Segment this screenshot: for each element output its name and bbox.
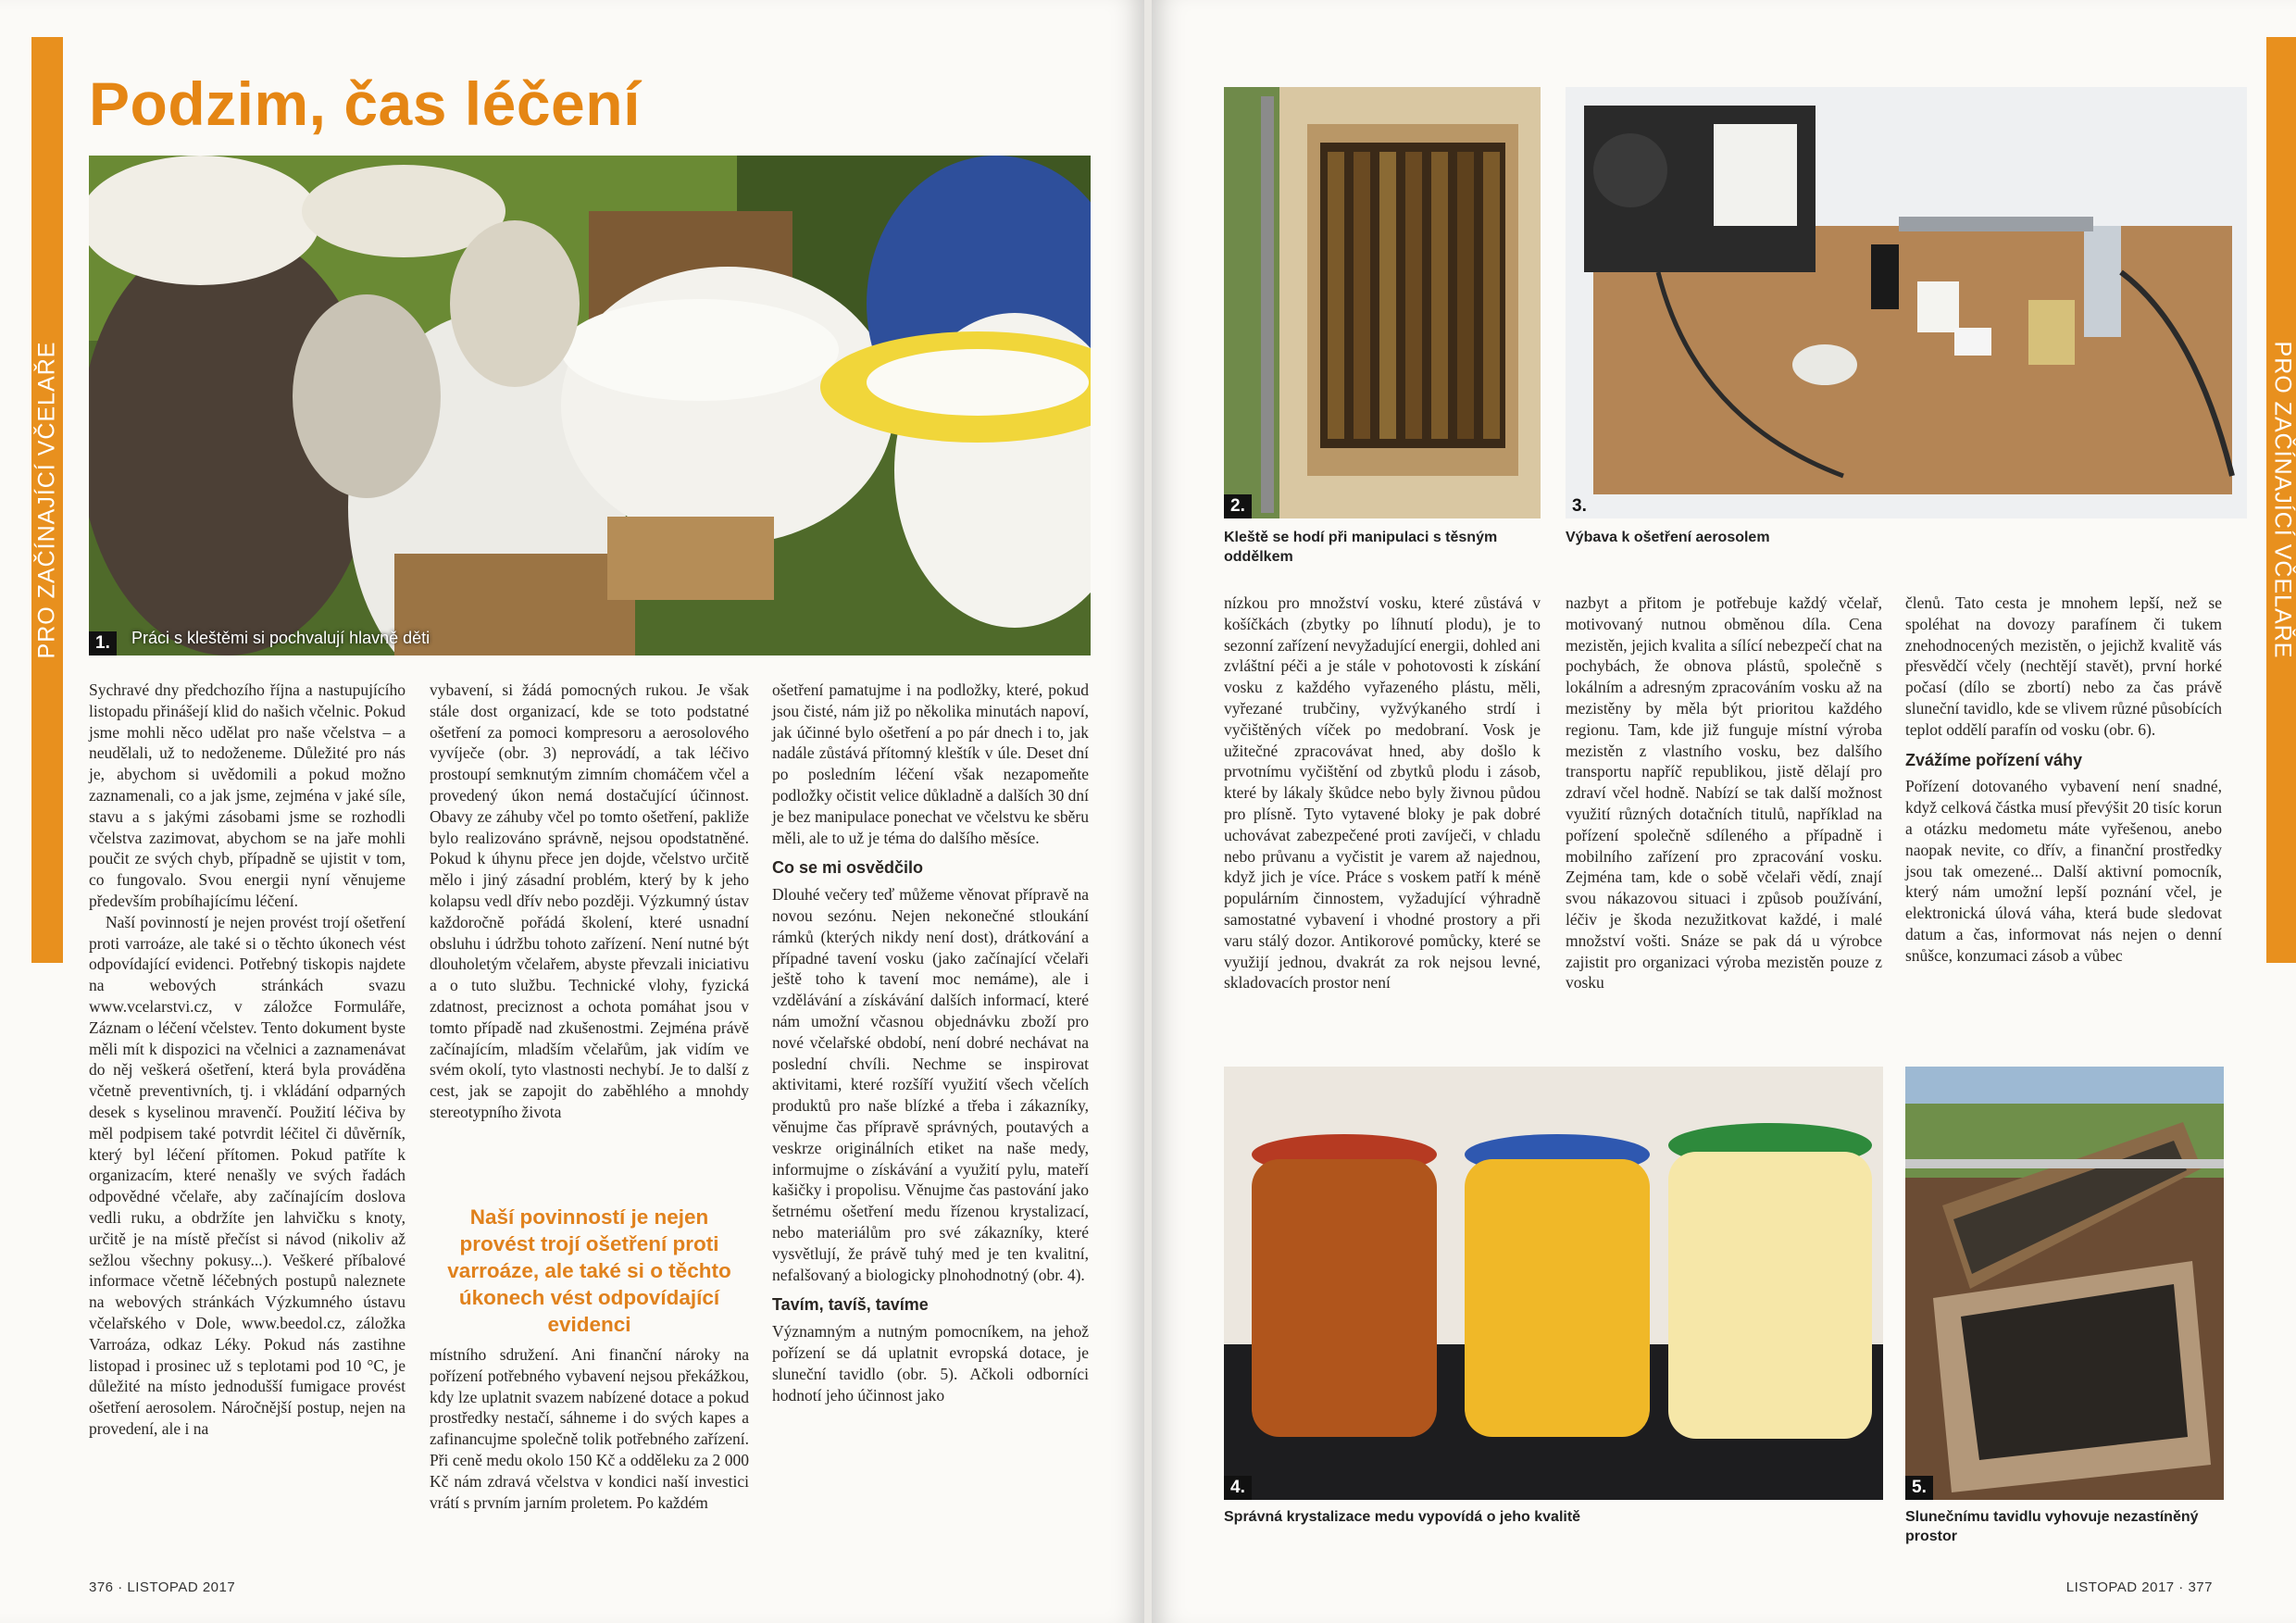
photo-caption: Práci s kleštěmi si pochvalují hlavně děti [131, 629, 430, 647]
solar-wax-melter-photo [1905, 1067, 2224, 1500]
photo-number: 4. [1224, 1476, 1252, 1500]
paragraph: Naší povinností je nejen provést trojí ošetření proti varroáze, ale také si o těchto úkonech vést odpovídající evidenci. Potřebný tiskopis najdete na webových stránkách svazu www.vcelarstvi.cz, v záložce Formuláře, Záznam o léčení včelstev. Tento dokument byste měli mít k dispozici na včelnici a zaznamenávat do něj veškerá ošetření, která byla prováděna včetně preventivních, tj. i vkládání odparných desek s kyselinou mravenčí. Použití léčiva by měl podpisem také potvrdit léčitel či důvěrník, který byl léčení přítomen. Pokud patříte k organizacím, které nenašly ve svých řadách odpovědné včelaře, aby začínajícím doslova vedli ruku, a obdržíte jen lahvičku s knoty, určitě je na místě přečíst si návod (nikoliv až sežlou všechny pokusy...). Veškeré příbalové informace včetně léčebných postupů naleznete na webových stránkách Výzkumného ústavu včelařského v Dole, www.beedol.cz, záložka Varroáza, odkaz Léky. Pokud nás zastihne listopad i prosinec už s teplotami pod 10 °C, je důležité na místo jednodušší fumigace provést ošetření aerosolem. Náročnější postup, nejen na provedení, ale i na [89, 912, 406, 1438]
right-column-3 [1905, 593, 2222, 967]
paragraph: Dlouhé večery teď můžeme věnovat přípravě na novou sezónu. Nejen nekonečné stloukání rámků (kterých nikdy není dost), drátkování a případné tavení vosku (jako začínající včelaři ještě toho k tavení moc nemáme), ale i vzdělávání a získávání dalších informací, které nám umožní včasnou objednávku zboží pro nové včelařské období, není dobré nechávat na poslední chvíli. Nechme se inspirovat aktivitami, které rozšíří využití všech včelích produktů pro naše blízké a třeba i zákazníky, věnujme čas přípravě správných, poutavých a veskrze originálních etiket na naše medy, informujme o získávání a využití pylu, mateří kašičky i propolisu. Věnujme čas pastování jako šetrnému ošetření medu řízenou krystalizací, nebo materiálům pro své zákazníky, které vysvětlují, že právě tuhý med je ten kvalitní, nefalšovaný a biologicky plnohodnotný (obr. 4). [772, 885, 1089, 1284]
paragraph: Pořízení dotovaného vybavení není snadné, když celková částka musí převýšit 20 tisíc korun a otázku medometu máte vyřešenou, anebo naopak nevite, co dřív, a finanční prostředky jsou tak omezené... Další aktivní pomocník, který nám umožní lepší poznání včel, je elektronická úlová váha, která bude sledovat datum a čas, informovat nás nejen o denní snůšce, konzumaci zásob a vůbec [1905, 777, 2222, 965]
page-folio: LISTOPAD 2017 · 377 [2065, 1579, 2213, 1595]
hive-frames-photo [1224, 87, 1541, 518]
subheading: Tavím, tavíš, tavíme [772, 1295, 929, 1315]
right-column-1 [1224, 593, 1541, 993]
photo-4 [1224, 1067, 1883, 1500]
left-column-2 [430, 680, 749, 1123]
photo-5 [1905, 1067, 2224, 1500]
subheading: Zvážíme pořízení váhy [1905, 750, 2083, 769]
photo-1 [89, 156, 1091, 655]
section-tab [2266, 37, 2296, 963]
pull-quote: Naší povinností je nejen provést trojí ošetření proti varroáze, ale také si o těchto úkonech vést odpovídající evidenci [447, 1205, 731, 1336]
right-page [1152, 0, 2296, 1623]
right-column-2 [1566, 593, 1882, 993]
photo-number: 2. [1224, 494, 1252, 518]
section-label: PRO ZAČÍNAJÍCÍ VČELAŘE [33, 341, 60, 659]
article-title: Podzim, čas léčení [89, 69, 641, 138]
paragraph: nízkou pro množství vosku, které zůstává v košíčkách (zbytky po líhnutí plodu), je to sezonní zařízení nevyžadující energii, dohled ani zvláštní péči a je stále v pohotovosti k získání vosku z každého vyřazeného plástu, měli, vyřezané trubčiny, vyžvýkaného strdí i vyčištěných víček po medobraní. Vosk je užitečné zpracovávat hned, aby došlo k prvotnímu vyčištění od zbytků plodu i zásob, které by lákaly škůdce nebo byly živnou půdou pro plísně. Tyto vytavené bloky je pak dobré uchovávat zabezpečené proti zavíječi, v chladu nebo průvanu a vyčistit je varem až najednou, když jich je více. Práce s voskem patří k méně populárním činnostem, vyžadující výhradně samostatné vybavení i vhodné prostory a při varu stálý dozor. Antikorové pomůcky, které se využijí jednou, dvakrát za rok nejsou levné, skladovacích prostor není [1224, 593, 1541, 993]
photo-caption: Správná krystalizace medu vypovídá o jeho kvalitě [1224, 1509, 1581, 1525]
paragraph: nazbyt a přitom je potřebuje každý včelař, motivovaný nutnou obměnou díla. Cena mezistěn, jejich kvalita a sílící nebezpečí chat na pochybách, že obnova plástů, společně s lokálním a adresným zpracováním vosku až na mezistěny by měla být prioritou každého regionu. Tam, kde již funguje místní výroba mezistěn z vlastního vosku, bez dalšího transportu napříč republikou, jistě dělají pro zdraví včel hodně. Nabízí se tak další možnost využití různých dotačních titulů, například na pořízení společně sdíleného a případně i mobilního zařízení pro zpracování vosku. Zejména tam, kde o sobě včelaři vědí, znají svou nákazovou situaci i způsob používání, léčiv je škoda nezužitkovat každé, i malé množství vošti. Snáze se pak dá u výrobce zajistit pro organizaci výroba mezistěn pouze z vosku [1566, 593, 1882, 993]
children-beekeepers-photo [89, 156, 1091, 655]
paragraph: místního sdružení. Ani finanční nároky na pořízení potřebného vybavení nejsou překážkou, kdy lze uplatnit svazem nabízené dotace a pokud prostředky nestačí, sáhneme i do svých kapes a zafinancujme společně tolik potřebného zařízení. Při ceně medu okolo 150 Kč a odděleku za 2 000 Kč nám zdravá včelstva v kondici naší investici vrátí s prvním jarním proletem. Po každém [430, 1345, 749, 1512]
photo-caption: Slunečnímu tavidlu vyhovuje nezastíněný prostor [1905, 1509, 2199, 1544]
left-column-3 [772, 680, 1089, 1405]
photo-3 [1566, 87, 2247, 518]
section-label: PRO ZAČÍNAJÍCÍ VČELAŘE [2269, 341, 2296, 659]
paragraph: Sychravé dny předchozího října a nastupujícího listopadu přinášejí klid do našich včelnic. Pokud jsme mohli něco udělat pro naše včelstva – a neudělali, už to nedoženeme. Důležité pro nás je, abychom si uvědomili a pokud možno zaznamenali, co a jak jsme, zejména v jaké síle, stavu a s jakými zásobami jsme se rozhodli včelstva zazimovat, abychom se na jaře mohli poučit ze svých chyb, případně se ujistit v tom, co fungovalo. Svou energii nyní věnujeme především probíhajícímu léčení. [89, 680, 406, 910]
paragraph: Významným a nutným pomocníkem, na jehož pořízení se dá uplatnit evropská dotace, je sluneční tavidlo (obr. 5). Ačkoli odborníci hodnotí jeho účinnost jako [772, 1322, 1089, 1405]
aerosol-equipment-photo [1566, 87, 2247, 518]
photo-caption: Kleště se hodí při manipulaci s těsným oddělkem [1224, 530, 1498, 565]
paragraph: vybavení, si žádá pomocných rukou. Je však stále dost organizací, kde se toto podstatné ošetření za pomoci kompresoru a aerosolového vyvíječe (obr. 3) neprovádí, a tak léčivo prostoupí semknutým zimním chomáčem včel a provedený úkon nemá dostačující účinnost. Obavy ze záhuby včel po tomto ošetření, pakliže bylo realizováno správně, nejsou opodstatněné. Pokud k úhynu přece jen dojde, včelstvo určitě mělo i jiný zásadní problém, který by k jeho kolapsu vedl dřív nebo později. Výzkumný ústav každoročně pořádá školení, které usnadní obsluhu i údržbu tohoto zařízení. Není nutné být dlouholetým včelařem, abyste převzali iniciativu a o tuto službu. Technické vlohy, fyzická zdatnost, preciznost a ochota pomáhat jsou v tomto případě nad zkušenostmi. Zejména právě začínajícím, mladším včelařům, jak vidím ve svém okolí, tyto vlastnosti nechybí. Je to další z cest, jak se zapojit do zaběhlého a mnohdy stereotypního života [430, 680, 749, 1121]
honey-jars-photo [1224, 1067, 1883, 1500]
photo-number: 1. [89, 631, 117, 655]
left-page [0, 0, 1144, 1623]
photo-2 [1224, 87, 1541, 518]
photo-number: 3. [1572, 496, 1587, 516]
paragraph: členů. Tato cesta je mnohem lepší, než se spoléhat na dovozy parafínem či tukem znehodnocených mezistěn, o jejichž kvalitě vás přesvědčí včely (nechtějí stavět), první horké počasí (dílo se zbortí) nebo za čas právě sluneční tavidlo, kde se vlivem různé působících teplot oddělí parafín od vosku (obr. 6). [1905, 593, 2222, 739]
page-folio: 376 · LISTOPAD 2017 [89, 1579, 236, 1595]
left-column-2-continued [430, 1344, 749, 1513]
section-tab [31, 37, 63, 963]
subheading: Co se mi osvědčilo [772, 858, 924, 878]
photo-number: 5. [1905, 1476, 1933, 1500]
photo-caption: Výbava k ošetření aerosolem [1566, 530, 1770, 545]
left-column-1 [89, 680, 406, 1440]
paragraph: ošetření pamatujme i na podložky, které, pokud jsou čisté, nám již po několika minutách napoví, jak účinné bylo ošetření a po pár dnech i to, jak nadále zůstává přítomný kleštík v úle. Deset dní po posledním léčení však nezapomeňte podložky očistit velice důkladně a dalších 30 dní je bez manipulace ponechat ve včelstvu ke sběru měli, ale to už je téma do dalšího měsíce. [772, 680, 1089, 847]
